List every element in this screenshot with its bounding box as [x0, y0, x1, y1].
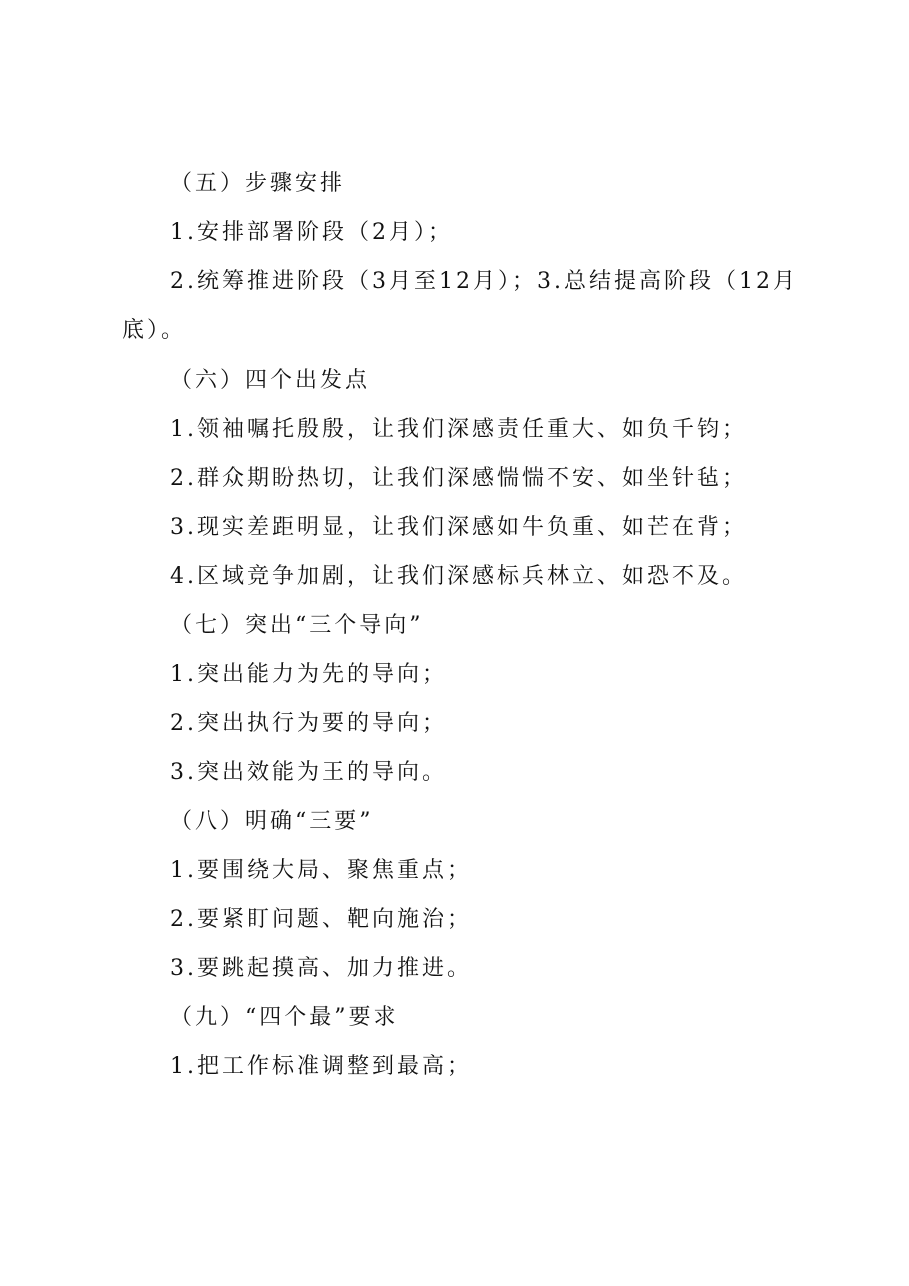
list-item: 1.安排部署阶段（2月）；: [170, 220, 453, 245]
section-heading-5: （五）步骤安排: [170, 171, 346, 196]
list-item: 2.统筹推进阶段（3月至12月）；3.总结提高阶段（12月: [170, 269, 798, 294]
list-item: 3.突出效能为王的导向。: [170, 760, 447, 785]
list-item-continuation: 底）。: [122, 318, 187, 343]
list-item: 1.要围绕大局、聚焦重点；: [170, 858, 472, 883]
section-heading-8: （八）明确“三要”: [170, 809, 374, 834]
section-heading-7: （七）突出“三个导向”: [170, 613, 424, 638]
list-item: 4.区域竞争加剧，让我们深感标兵林立、如恐不及。: [170, 564, 747, 589]
list-item: 1.把工作标准调整到最高；: [170, 1054, 472, 1079]
list-item: 1.突出能力为先的导向；: [170, 662, 447, 687]
section-heading-6: （六）四个出发点: [170, 368, 371, 393]
section-heading-9: （九）“四个最”要求: [170, 1005, 399, 1030]
list-item: 2.群众期盼热切，让我们深感惴惴不安、如坐针毡；: [170, 466, 747, 491]
list-item: 1.领袖嘱托殷殷，让我们深感责任重大、如负千钧；: [170, 417, 747, 442]
list-item: 3.要跳起摸高、加力推进。: [170, 956, 472, 981]
list-item: 2.突出执行为要的导向；: [170, 711, 447, 736]
list-item: 3.现实差距明显，让我们深感如牛负重、如芒在背；: [170, 515, 747, 540]
list-item: 2.要紧盯问题、靶向施治；: [170, 907, 472, 932]
